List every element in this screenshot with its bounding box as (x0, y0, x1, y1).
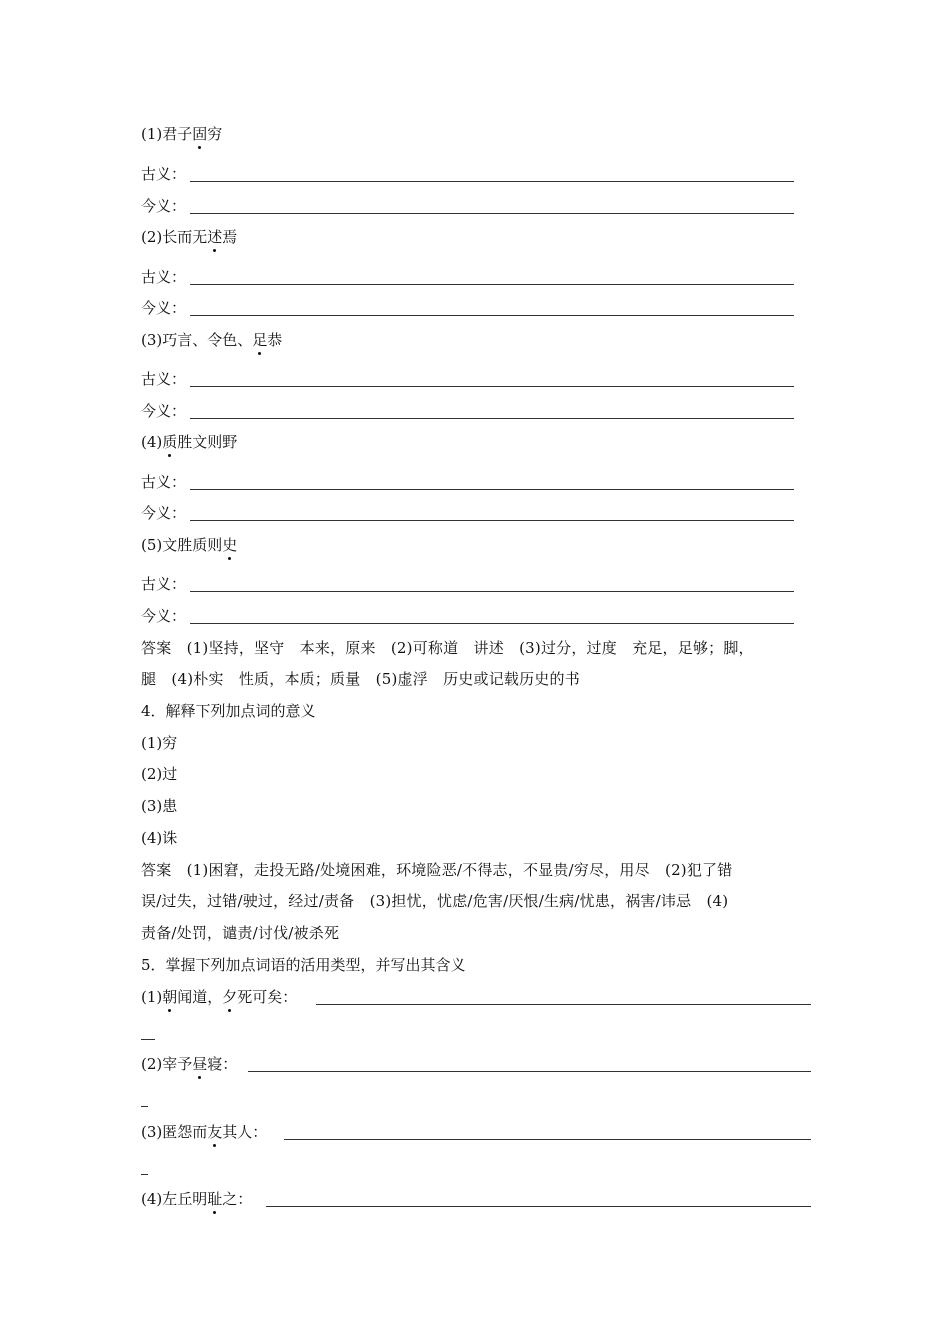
q5-item-1: (1)朝闻道，夕死可矣： (141, 988, 298, 1006)
answer-blank[interactable] (190, 489, 794, 490)
dotted-char: 固 (192, 125, 208, 143)
dotted-char: 友 (207, 1123, 223, 1141)
q5-title: 5．掌握下列加点词语的活用类型，并写出其含义 (141, 956, 466, 974)
answer-blank[interactable] (316, 1004, 811, 1005)
jin-label: 今义： (141, 607, 187, 625)
dotted-char: 述 (207, 228, 223, 246)
q5-item-2: (2)宰予昼寝： (141, 1055, 238, 1073)
answer-3-line-2: 腿 (4)朴实 性质，本质；质量 (5)虚浮 历史或记载历史的书 (141, 670, 580, 688)
answer-blank[interactable] (190, 181, 794, 182)
q3-item-3: (3)巧言、令色、足恭 (141, 331, 283, 349)
q3-item-1: (1)君子固穷 (141, 125, 223, 143)
answer-blank-continuation[interactable] (141, 1039, 155, 1040)
answer-blank-continuation[interactable] (141, 1106, 148, 1107)
answer-4-line-1: 答案 (1)困窘，走投无路/处境困难，环境险恶/不得志，不显贵/穷尽，用尽 (2)犯了错 (141, 861, 733, 879)
answer-blank[interactable] (190, 623, 794, 624)
jin-label: 今义： (141, 402, 187, 420)
jin-label: 今义： (141, 299, 187, 317)
gu-label: 古义： (141, 370, 187, 388)
dotted-char: 质 (162, 433, 178, 451)
answer-blank[interactable] (190, 520, 794, 521)
q5-item-3: (3)匿怨而友其人： (141, 1123, 268, 1141)
answer-blank[interactable] (190, 213, 794, 214)
dotted-char: 夕 (222, 988, 238, 1006)
q4-title: 4．解释下列加点词的意义 (141, 702, 316, 720)
dotted-char: 耻 (207, 1190, 223, 1208)
gu-label: 古义： (141, 165, 187, 183)
dotted-char: 史 (222, 536, 238, 554)
q4-item-3: (3)患 (141, 797, 178, 815)
answer-blank[interactable] (190, 418, 794, 419)
q5-item-4: (4)左丘明耻之： (141, 1190, 253, 1208)
gu-label: 古义： (141, 268, 187, 286)
q4-item-2: (2)过 (141, 765, 178, 783)
answer-blank[interactable] (266, 1206, 811, 1207)
q4-item-4: (4)诛 (141, 829, 178, 847)
gu-label: 古义： (141, 575, 187, 593)
answer-3-line-1: 答案 (1)坚持，坚守 本来，原来 (2)可称道 讲述 (3)过分，过度 充足，足够；脚， (141, 639, 754, 657)
dotted-char: 足 (252, 331, 268, 349)
answer-blank[interactable] (190, 591, 794, 592)
q3-item-4: (4)质胜文则野 (141, 433, 238, 451)
gu-label: 古义： (141, 473, 187, 491)
answer-blank[interactable] (190, 315, 794, 316)
answer-4-line-2: 误/过失，过错/驶过，经过/责备 (3)担忧，忧虑/危害/厌恨/生病/忧患，祸害/讳忌 (4) (141, 892, 729, 910)
answer-blank[interactable] (248, 1071, 811, 1072)
q3-item-2: (2)长而无述焉 (141, 228, 238, 246)
dotted-char: 朝 (162, 988, 178, 1006)
answer-blank[interactable] (190, 284, 794, 285)
answer-4-line-3: 责备/处罚，谴责/讨伐/被杀死 (141, 924, 340, 942)
q3-item-5: (5)文胜质则史 (141, 536, 238, 554)
dotted-char: 昼 (192, 1055, 208, 1073)
answer-blank[interactable] (284, 1139, 811, 1140)
answer-blank-continuation[interactable] (141, 1174, 148, 1175)
jin-label: 今义： (141, 504, 187, 522)
jin-label: 今义： (141, 197, 187, 215)
answer-blank[interactable] (190, 386, 794, 387)
q4-item-1: (1)穷 (141, 734, 178, 752)
